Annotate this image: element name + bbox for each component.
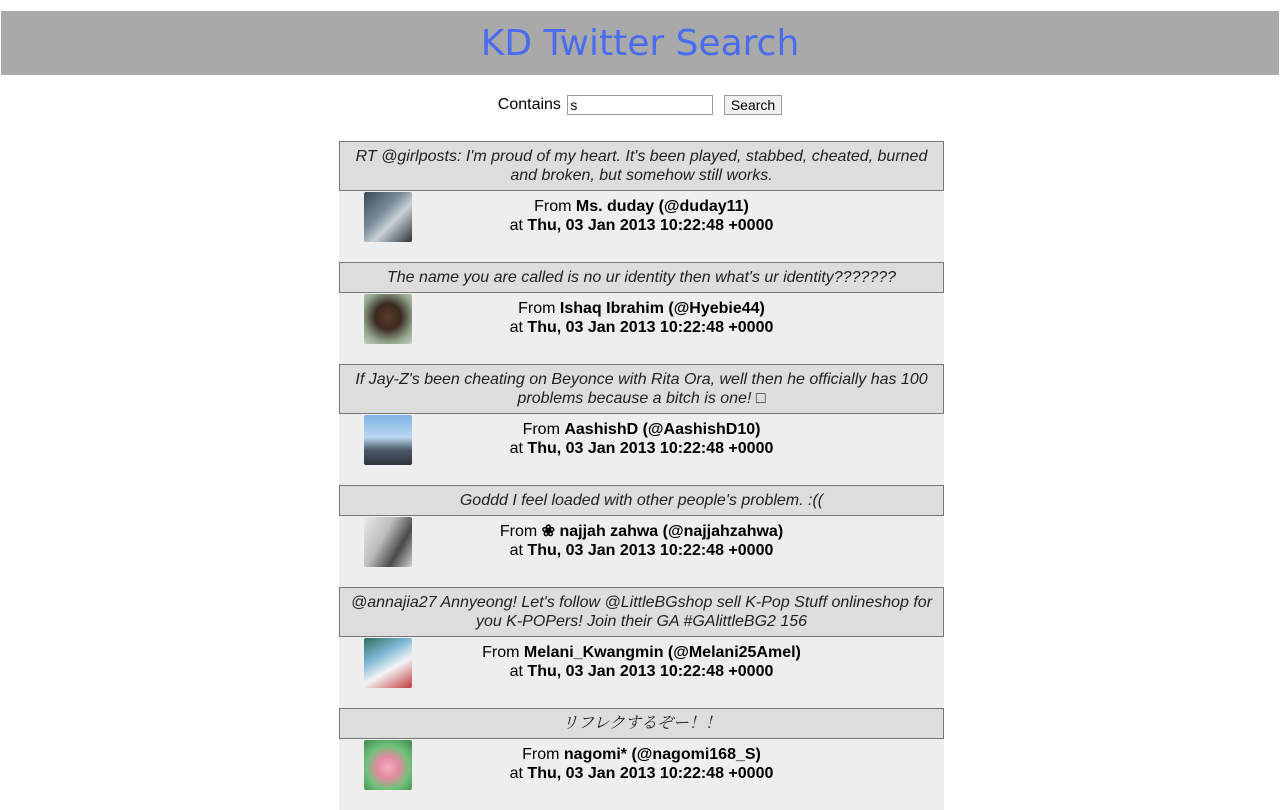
tweet-time-line — [339, 541, 944, 560]
tweet-author[interactable]: Melani_Kwangmin (@Melani25Amel) — [523, 644, 801, 661]
at-label: at — [509, 319, 523, 336]
at-label: at — [509, 663, 523, 680]
tweet-time-line — [339, 662, 944, 681]
avatar[interactable] — [364, 517, 412, 567]
tweet-author[interactable]: ❀ najjah zahwa (@najjahzahwa) — [541, 523, 784, 540]
tweet-time: Thu, 03 Jan 2013 10:22:48 +0000 — [527, 663, 774, 680]
from-label: From — [534, 198, 572, 215]
search-input[interactable] — [567, 95, 713, 115]
tweet-author-line — [339, 299, 944, 318]
tweet-author[interactable]: nagomi* (@nagomi168_S) — [563, 746, 761, 763]
tweet-meta — [339, 516, 944, 587]
tweet-list — [339, 141, 944, 810]
tweet-time-line — [339, 764, 944, 783]
tweet-author[interactable]: AashishD (@AashishD10) — [564, 421, 761, 438]
tweet-meta — [339, 293, 944, 364]
tweet-meta — [339, 637, 944, 708]
tweet-author-line — [339, 522, 944, 541]
tweet-time: Thu, 03 Jan 2013 10:22:48 +0000 — [527, 440, 774, 457]
tweet-text: RT @girlposts: I'm proud of my heart. It's been played, stabbed, cheated, burned and broken, but somehow still works. — [339, 141, 944, 191]
from-label: From — [522, 746, 560, 763]
tweet-author[interactable]: Ms. duday (@duday11) — [575, 198, 749, 215]
tweet-author-line — [339, 420, 944, 439]
tweet-item — [339, 262, 944, 364]
tweet-text: @annajia27 Annyeong! Let's follow @LittleBGshop sell K-Pop Stuff onlineshop for you K-POPers! Join their GA #GAlittleBG2 156 — [339, 587, 944, 637]
tweet-time: Thu, 03 Jan 2013 10:22:48 +0000 — [527, 217, 774, 234]
tweet-meta — [339, 414, 944, 485]
from-label: From — [522, 421, 560, 438]
page-header — [1, 11, 1279, 75]
tweet-item — [339, 485, 944, 587]
tweet-author[interactable]: Ishaq Ibrahim (@Hyebie44) — [559, 300, 765, 317]
tweet-time: Thu, 03 Jan 2013 10:22:48 +0000 — [527, 765, 774, 782]
search-button[interactable]: Search — [724, 95, 782, 115]
tweet-item — [339, 708, 944, 810]
tweet-time: Thu, 03 Jan 2013 10:22:48 +0000 — [527, 542, 774, 559]
tweet-meta — [339, 191, 944, 262]
tweet-author-line — [339, 745, 944, 764]
tweet-time-line — [339, 318, 944, 337]
tweet-item — [339, 141, 944, 262]
search-label: Contains — [497, 96, 561, 113]
tweet-author-line — [339, 197, 944, 216]
search-form — [0, 95, 1280, 115]
tweet-item — [339, 587, 944, 708]
tweet-text: Goddd I feel loaded with other people's problem. :(( — [339, 485, 944, 516]
at-label: at — [509, 765, 523, 782]
page-title: KD Twitter Search — [480, 23, 800, 64]
avatar[interactable] — [364, 294, 412, 344]
from-label: From — [482, 644, 520, 661]
avatar[interactable] — [364, 415, 412, 465]
tweet-text: The name you are called is no ur identity then what's ur identity??????? — [339, 262, 944, 293]
tweet-time: Thu, 03 Jan 2013 10:22:48 +0000 — [527, 319, 774, 336]
from-label: From — [499, 523, 538, 540]
at-label: at — [509, 217, 523, 234]
at-label: at — [509, 542, 523, 559]
avatar[interactable] — [364, 638, 412, 688]
tweet-text: If Jay-Z's been cheating on Beyonce with Rita Ora, well then he officially has 100 problems because a bitch is one! □ — [339, 364, 944, 414]
at-label: at — [509, 440, 523, 457]
tweet-time-line — [339, 216, 944, 235]
tweet-time-line — [339, 439, 944, 458]
avatar[interactable] — [364, 740, 412, 790]
tweet-item — [339, 364, 944, 485]
tweet-meta — [339, 739, 944, 810]
from-label: From — [518, 300, 556, 317]
tweet-author-line — [339, 643, 944, 662]
avatar[interactable] — [364, 192, 412, 242]
tweet-text: リフレクするぞー！！ — [339, 708, 944, 739]
